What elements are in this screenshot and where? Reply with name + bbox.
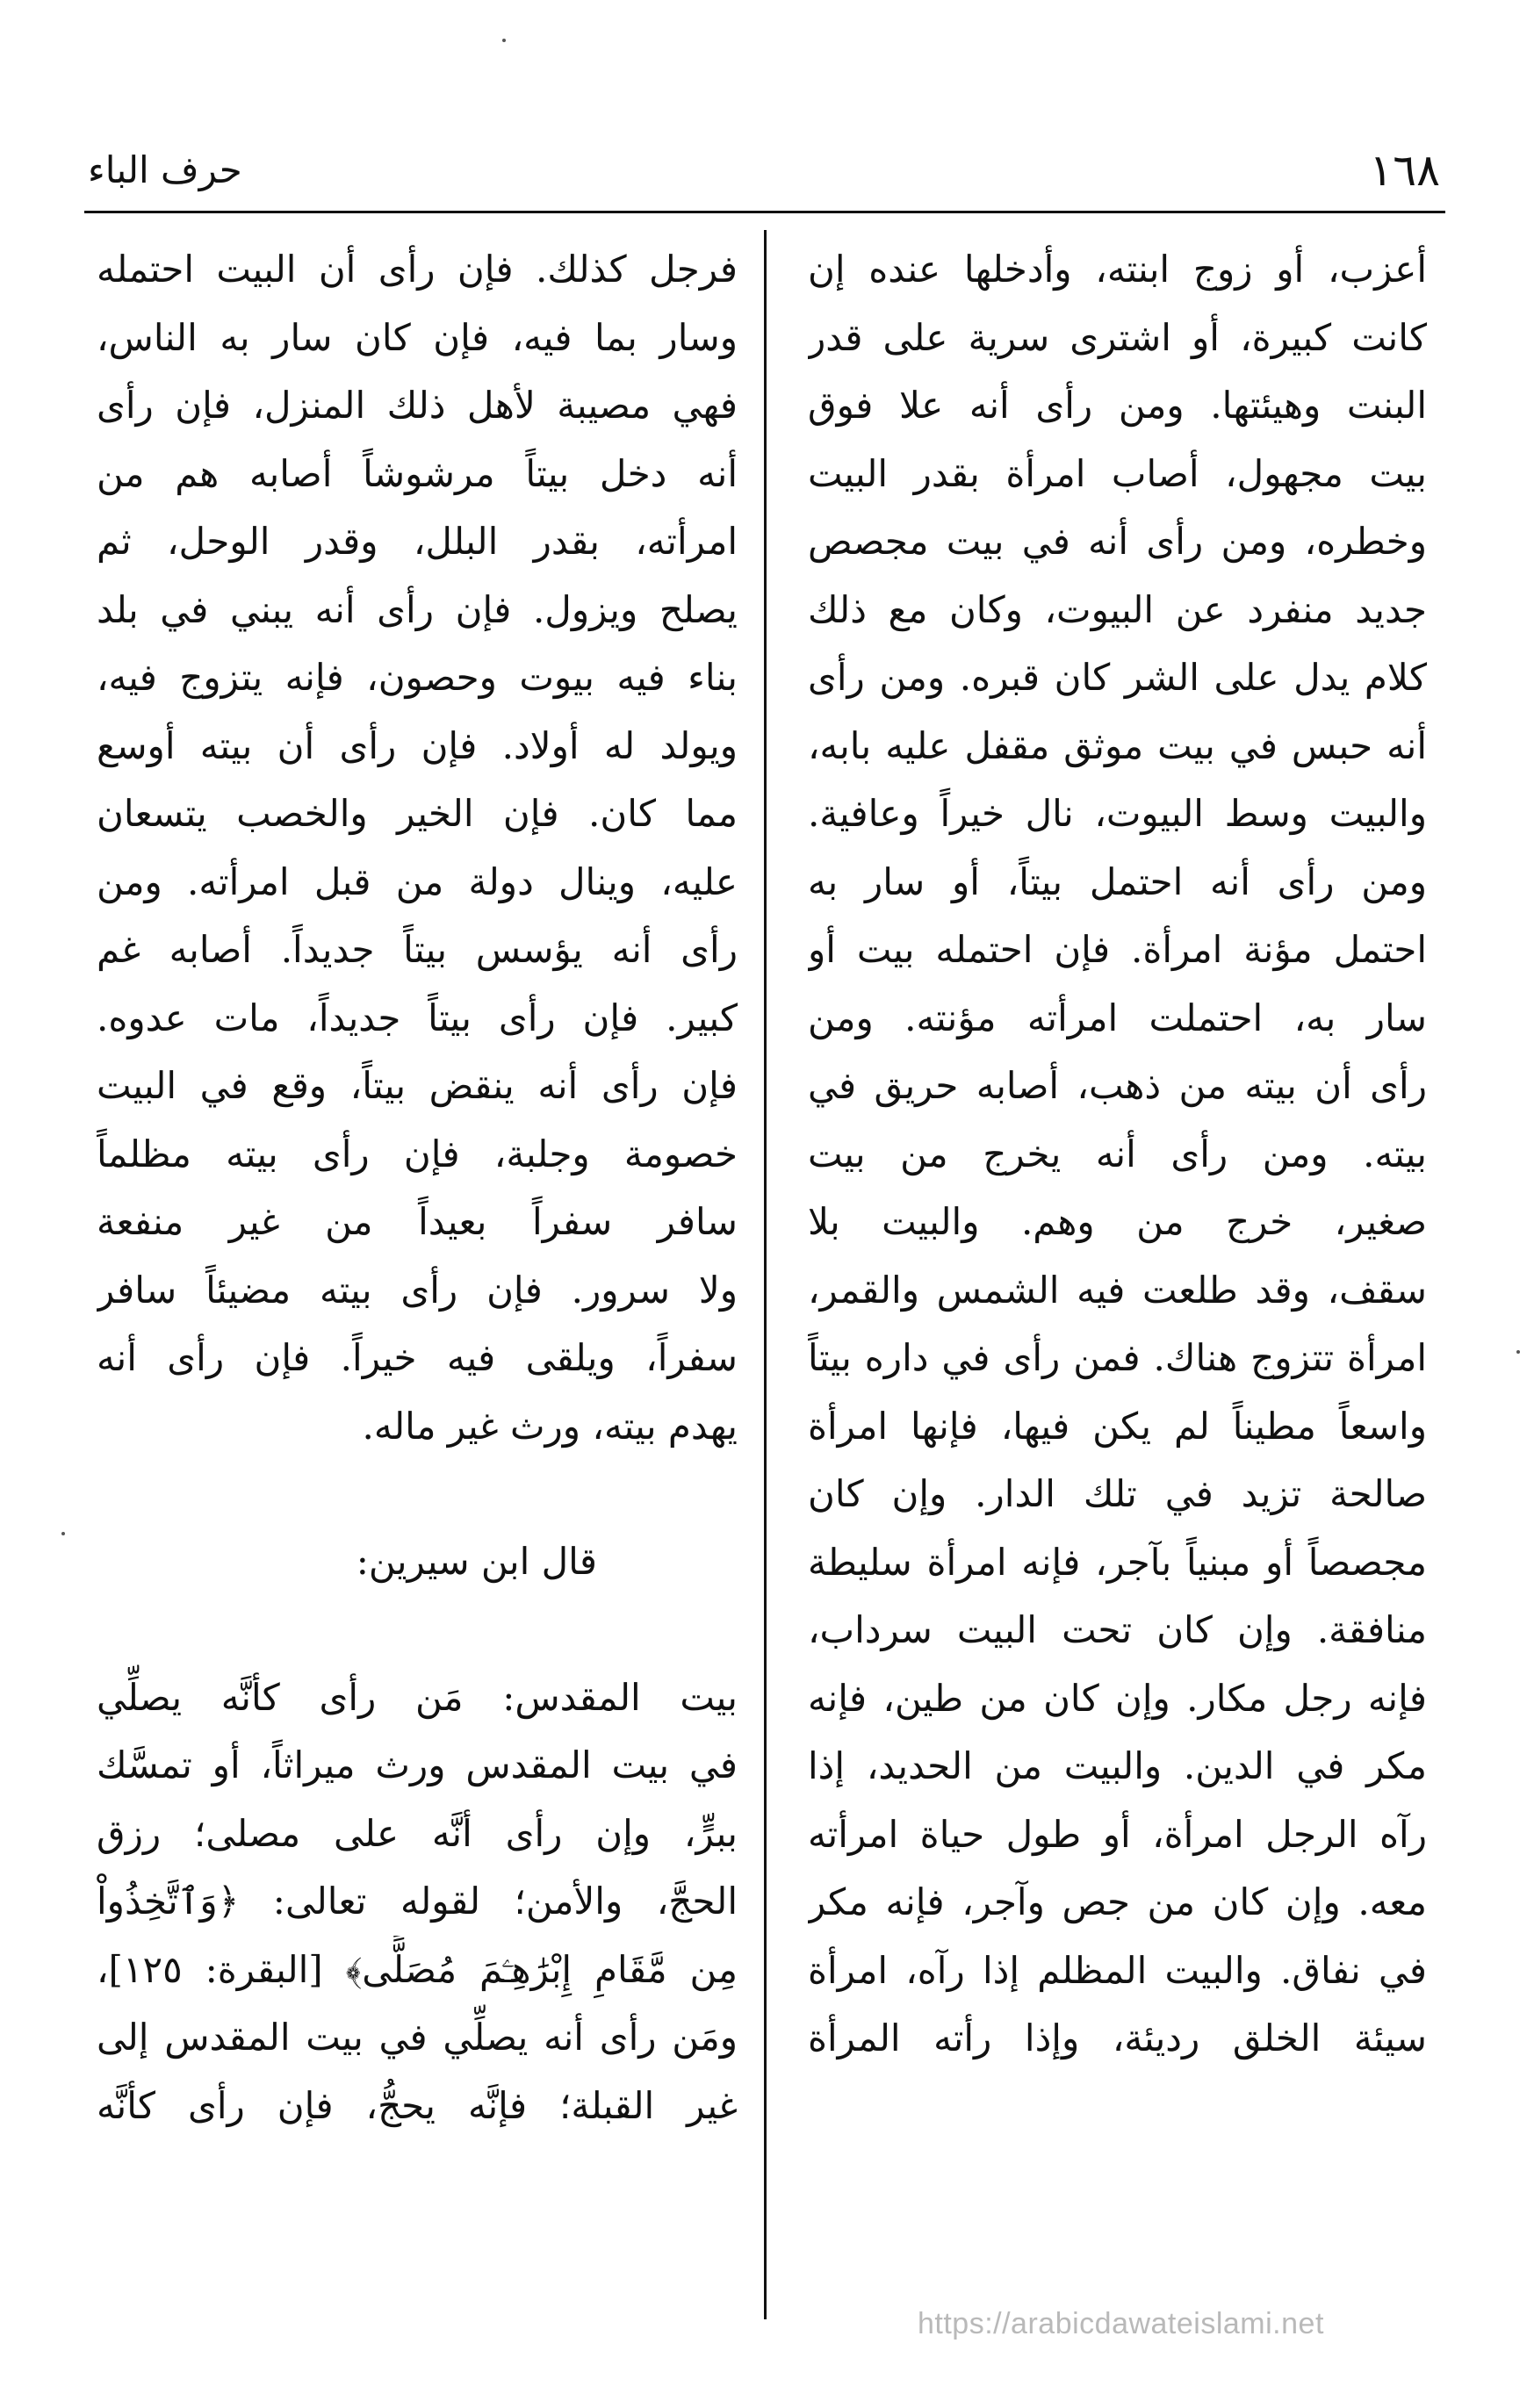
text-line: مجصصاً أو مبنياً بآجر، فإنه امرأة سليطة [808,1540,1427,1584]
text-line: الحجَّ، والأمن؛ لقوله تعالى: ﴿وَٱتَّخِذُواْ [97,1880,738,1923]
scan-speck [1516,1350,1520,1354]
column-divider [764,230,767,2319]
text-line: صغير، خرج من وهم. والبيت بلا [808,1200,1427,1243]
text-line: كبير. فإن رأى بيتاً جديداً، مات عدوه. [97,996,738,1039]
text-line: منافقة. وإن كان تحت البيت سرداب، [808,1608,1427,1651]
text-line: سار به، احتملت امرأته مؤنته. ومن [808,996,1427,1039]
text-line: خصومة وجلبة، فإن رأى بيته مظلماً [97,1132,738,1175]
text-line: ولا سرور. فإن رأى بيته مضيئاً سافر [97,1268,738,1312]
page-header [88,145,1440,206]
text-line: ويولد له أولاد. فإن رأى أن بيته أوسع [97,723,738,767]
section-heading: قال ابن سيرين: [356,1540,597,1583]
text-line: احتمل مؤنة امرأة. فإن احتمله بيت أو [808,928,1427,971]
text-line: سيئة الخلق رديئة، وإذا رأته المرأة [808,2016,1427,2059]
text-line: بيت مجهول، أصاب امرأة بقدر البيت [808,451,1427,495]
text-line: سقف، وقد طلعت فيه الشمس والقمر، [808,1268,1427,1312]
text-line: يصلح ويزول. فإن رأى أنه يبني في بلد [97,587,738,631]
text-line: يهدم بيته، ورث غير ماله. [362,1404,738,1448]
left-column-part2 [97,1664,738,2140]
text-line: مكر في الدين. والبيت من الحديد، إذا [808,1744,1427,1787]
text-line: أعزب، أو زوج ابنته، وأدخلها عنده إن [808,248,1427,291]
text-line: صالحة تزيد في تلك الدار. وإن كان [808,1472,1427,1515]
text-line: مما كان. فإن الخير والخصب يتسعان [97,792,738,835]
text-line: سافر سفراً بعيداً من غير منفعة [97,1200,738,1243]
header-rule [84,211,1445,213]
text-line: ومن رأى أنه احتمل بيتاً، أو سار به [808,859,1427,903]
running-title: حرف الباء [88,148,242,191]
text-line: ومَن رأى أنه يصلِّي في بيت المقدس إلى [97,2016,738,2059]
page-number: ١٦٨ [1369,145,1440,196]
text-line: جديد منفرد عن البيوت، وكان مع ذلك [808,587,1427,631]
text-line: أنه دخل بيتاً مرشوشاً أصابه هم من [97,451,738,495]
left-column [97,235,738,2139]
text-line: ببرٍّ، وإن رأى أنَّه على مصلى؛ رزق [97,1811,738,1855]
watermark-url: https://arabicdawateislami.net [918,2307,1324,2340]
text-line: رأى أن بيته من ذهب، أصابه حريق في [808,1064,1427,1107]
text-line: واسعاً مطيناً لم يكن فيها، فإنها امرأة [808,1404,1427,1448]
text-line: في نفاق. والبيت المظلم إذا رآه، امرأة [808,1948,1427,1992]
text-line: رآه الرجل امرأة، أو طول حياة امرأته [808,1812,1427,1856]
text-line: امرأته، بقدر البلل، وقدر الوحل، ثم [97,520,738,563]
left-column-part1 [97,235,738,1460]
text-line: أنه حبس في بيت موثق مقفل عليه بابه، [808,723,1427,767]
text-line: وسار بما فيه، فإن كان سار به الناس، [97,315,738,359]
text-line: معه. وإن كان من جص وآجر، فإنه مكر [808,1880,1427,1923]
text-line: والبيت وسط البيوت، نال خيراً وعافية. [808,792,1427,835]
text-line: كلام يدل على الشر كان قبره. ومن رأى [808,656,1427,699]
text-line: في بيت المقدس ورث ميراثاً، أو تمسَّك [97,1743,738,1786]
text-line: رأى أنه يؤسس بيتاً جديداً. أصابه غم [97,928,738,971]
text-line: عليه، وينال دولة من قبل امرأته. ومن [97,859,738,903]
text-line: امرأة تتزوج هناك. فمن رأى في داره بيتاً [808,1336,1427,1379]
scan-speck [502,39,506,42]
text-line: فرجل كذلك. فإن رأى أن البيت احتمله [97,248,738,291]
text-line: فإنه رجل مكار. وإن كان من طين، فإنه [808,1676,1427,1720]
text-line: فإن رأى أنه ينقض بيتاً، وقع في البيت [97,1064,738,1107]
text-line: غير القبلة؛ فإنَّه يحجُّ، فإن رأى كأنَّه [97,2083,738,2127]
text-line: بيت المقدس: مَن رأى كأنَّه يصلِّي [97,1675,738,1719]
text-line: بيته. ومن رأى أنه يخرج من بيت [808,1132,1427,1175]
right-column [808,235,1427,2073]
text-line: كانت كبيرة، أو اشترى سرية على قدر [808,315,1427,359]
text-line: مِن مَّقَامِ إِبْرَٰهِـۧمَ مُصَلًّى﴾ [البقرة: ١٢٥]، [97,1947,738,1991]
text-line: البنت وهيئتها. ومن رأى أنه علا فوق [808,384,1427,427]
text-line: سفراً، ويلقى فيه خيراً. فإن رأى أنه [97,1336,738,1379]
scan-speck [61,1532,65,1535]
text-line: فهي مصيبة لأهل ذلك المنزل، فإن رأى [97,384,738,427]
text-line: وخطره، ومن رأى أنه في بيت مجصص [808,520,1427,563]
text-line: بناء فيه بيوت وحصون، فإنه يتزوج فيه، [97,656,738,699]
